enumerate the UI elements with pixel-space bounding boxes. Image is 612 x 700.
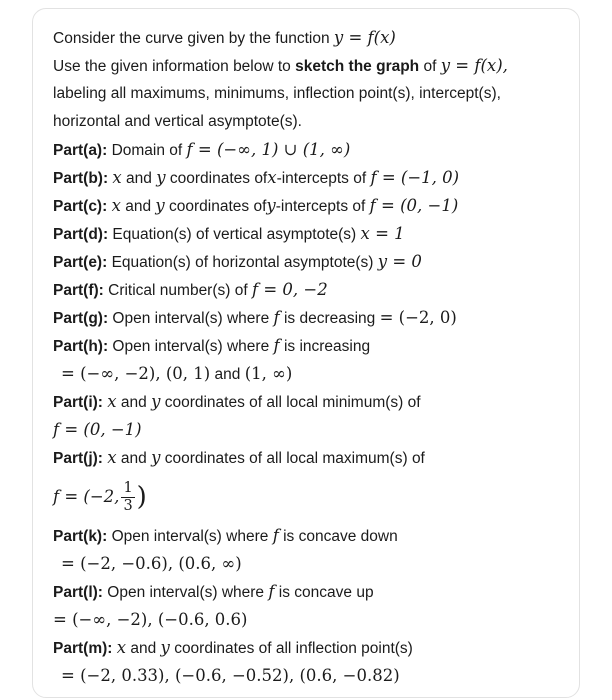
part-i-label: Part(i): <box>53 394 103 411</box>
part-h-answer: = (−∞, −2), (0, 1) and (1, ∞) <box>61 364 293 383</box>
part-d: Part(d): Equation(s) of vertical asymptote(s) x = 1 <box>53 224 405 243</box>
part-b-answer: f = (−1, 0) <box>370 168 460 187</box>
part-e-label: Part(e): <box>53 254 108 271</box>
part-k-answer: = (−2, −0.6), (0.6, ∞) <box>61 554 242 573</box>
part-b-label: Part(b): <box>53 170 109 187</box>
part-k: Part(k): Open interval(s) where f is concave down <box>53 526 398 545</box>
intro-line-3: labeling all maximums, minimums, inflection point(s), intercept(s), <box>53 85 501 102</box>
part-l-label: Part(l): <box>53 584 103 601</box>
part-a-answer: f = (−∞, 1) ∪ (1, ∞) <box>186 140 351 159</box>
emphasis-sketch-graph: sketch the graph <box>295 58 420 75</box>
part-m-answer: = (−2, 0.33), (−0.6, −0.52), (0.6, −0.82) <box>61 666 400 685</box>
part-e-answer: y = 0 <box>377 252 422 271</box>
part-g-label: Part(g): <box>53 310 109 327</box>
part-j: Part(j): x and y coordinates of all local maximum(s) of <box>53 448 425 467</box>
part-a: Part(a): Domain of f = (−∞, 1) ∪ (1, ∞) <box>53 140 351 159</box>
part-d-label: Part(d): <box>53 226 109 243</box>
problem-text <box>53 24 583 690</box>
intro-function-math: y = f(x) <box>333 28 396 47</box>
fraction <box>121 480 134 515</box>
part-h: Part(h): Open interval(s) where f is increasing <box>53 336 371 355</box>
part-i-answer: f = (0, −1) <box>53 420 142 439</box>
part-c-answer: f = (0, −1) <box>369 196 459 215</box>
fraction-numerator: 1 <box>123 479 133 496</box>
intro-line-2: Use the given information below to sketch the graph of y = f(x), <box>53 56 508 75</box>
part-i: Part(i): x and y coordinates of all local minimum(s) of <box>53 392 421 411</box>
part-m-label: Part(m): <box>53 640 113 657</box>
fraction-denominator: 3 <box>123 497 133 514</box>
part-d-answer: x = 1 <box>360 224 405 243</box>
part-l: Part(l): Open interval(s) where f is concave up <box>53 582 374 601</box>
part-j-answer: f = (−2, $\frac{1}{3}$ ) <box>53 479 147 514</box>
part-e: Part(e): Equation(s) of horizontal asymptote(s) y = 0 <box>53 252 422 271</box>
part-g: Part(g): Open interval(s) where f is decreasing = (−2, 0) <box>53 308 457 327</box>
part-k-label: Part(k): <box>53 528 108 545</box>
part-c: Part(c): x and y coordinates ofy-intercepts of f = (0, −1) <box>53 196 459 215</box>
part-b: Part(b): x and y coordinates ofx-intercepts of f = (−1, 0) <box>53 168 460 187</box>
part-h-label: Part(h): <box>53 338 109 355</box>
part-f: Part(f): Critical number(s) of f = 0, −2 <box>53 280 328 299</box>
part-a-label: Part(a): <box>53 142 108 159</box>
part-j-label: Part(j): <box>53 450 103 467</box>
part-f-answer: f = 0, −2 <box>251 280 328 299</box>
intro-line-1: Consider the curve given by the function y = f(x) <box>53 28 396 47</box>
intro-line-4: horizontal and vertical asymptote(s). <box>53 113 302 130</box>
part-m: Part(m): x and y coordinates of all inflection point(s) <box>53 638 413 657</box>
part-g-answer: = (−2, 0) <box>379 308 457 327</box>
part-f-label: Part(f): <box>53 282 104 299</box>
part-l-answer: = (−∞, −2), (−0.6, 0.6) <box>53 610 248 629</box>
part-c-label: Part(c): <box>53 198 108 215</box>
